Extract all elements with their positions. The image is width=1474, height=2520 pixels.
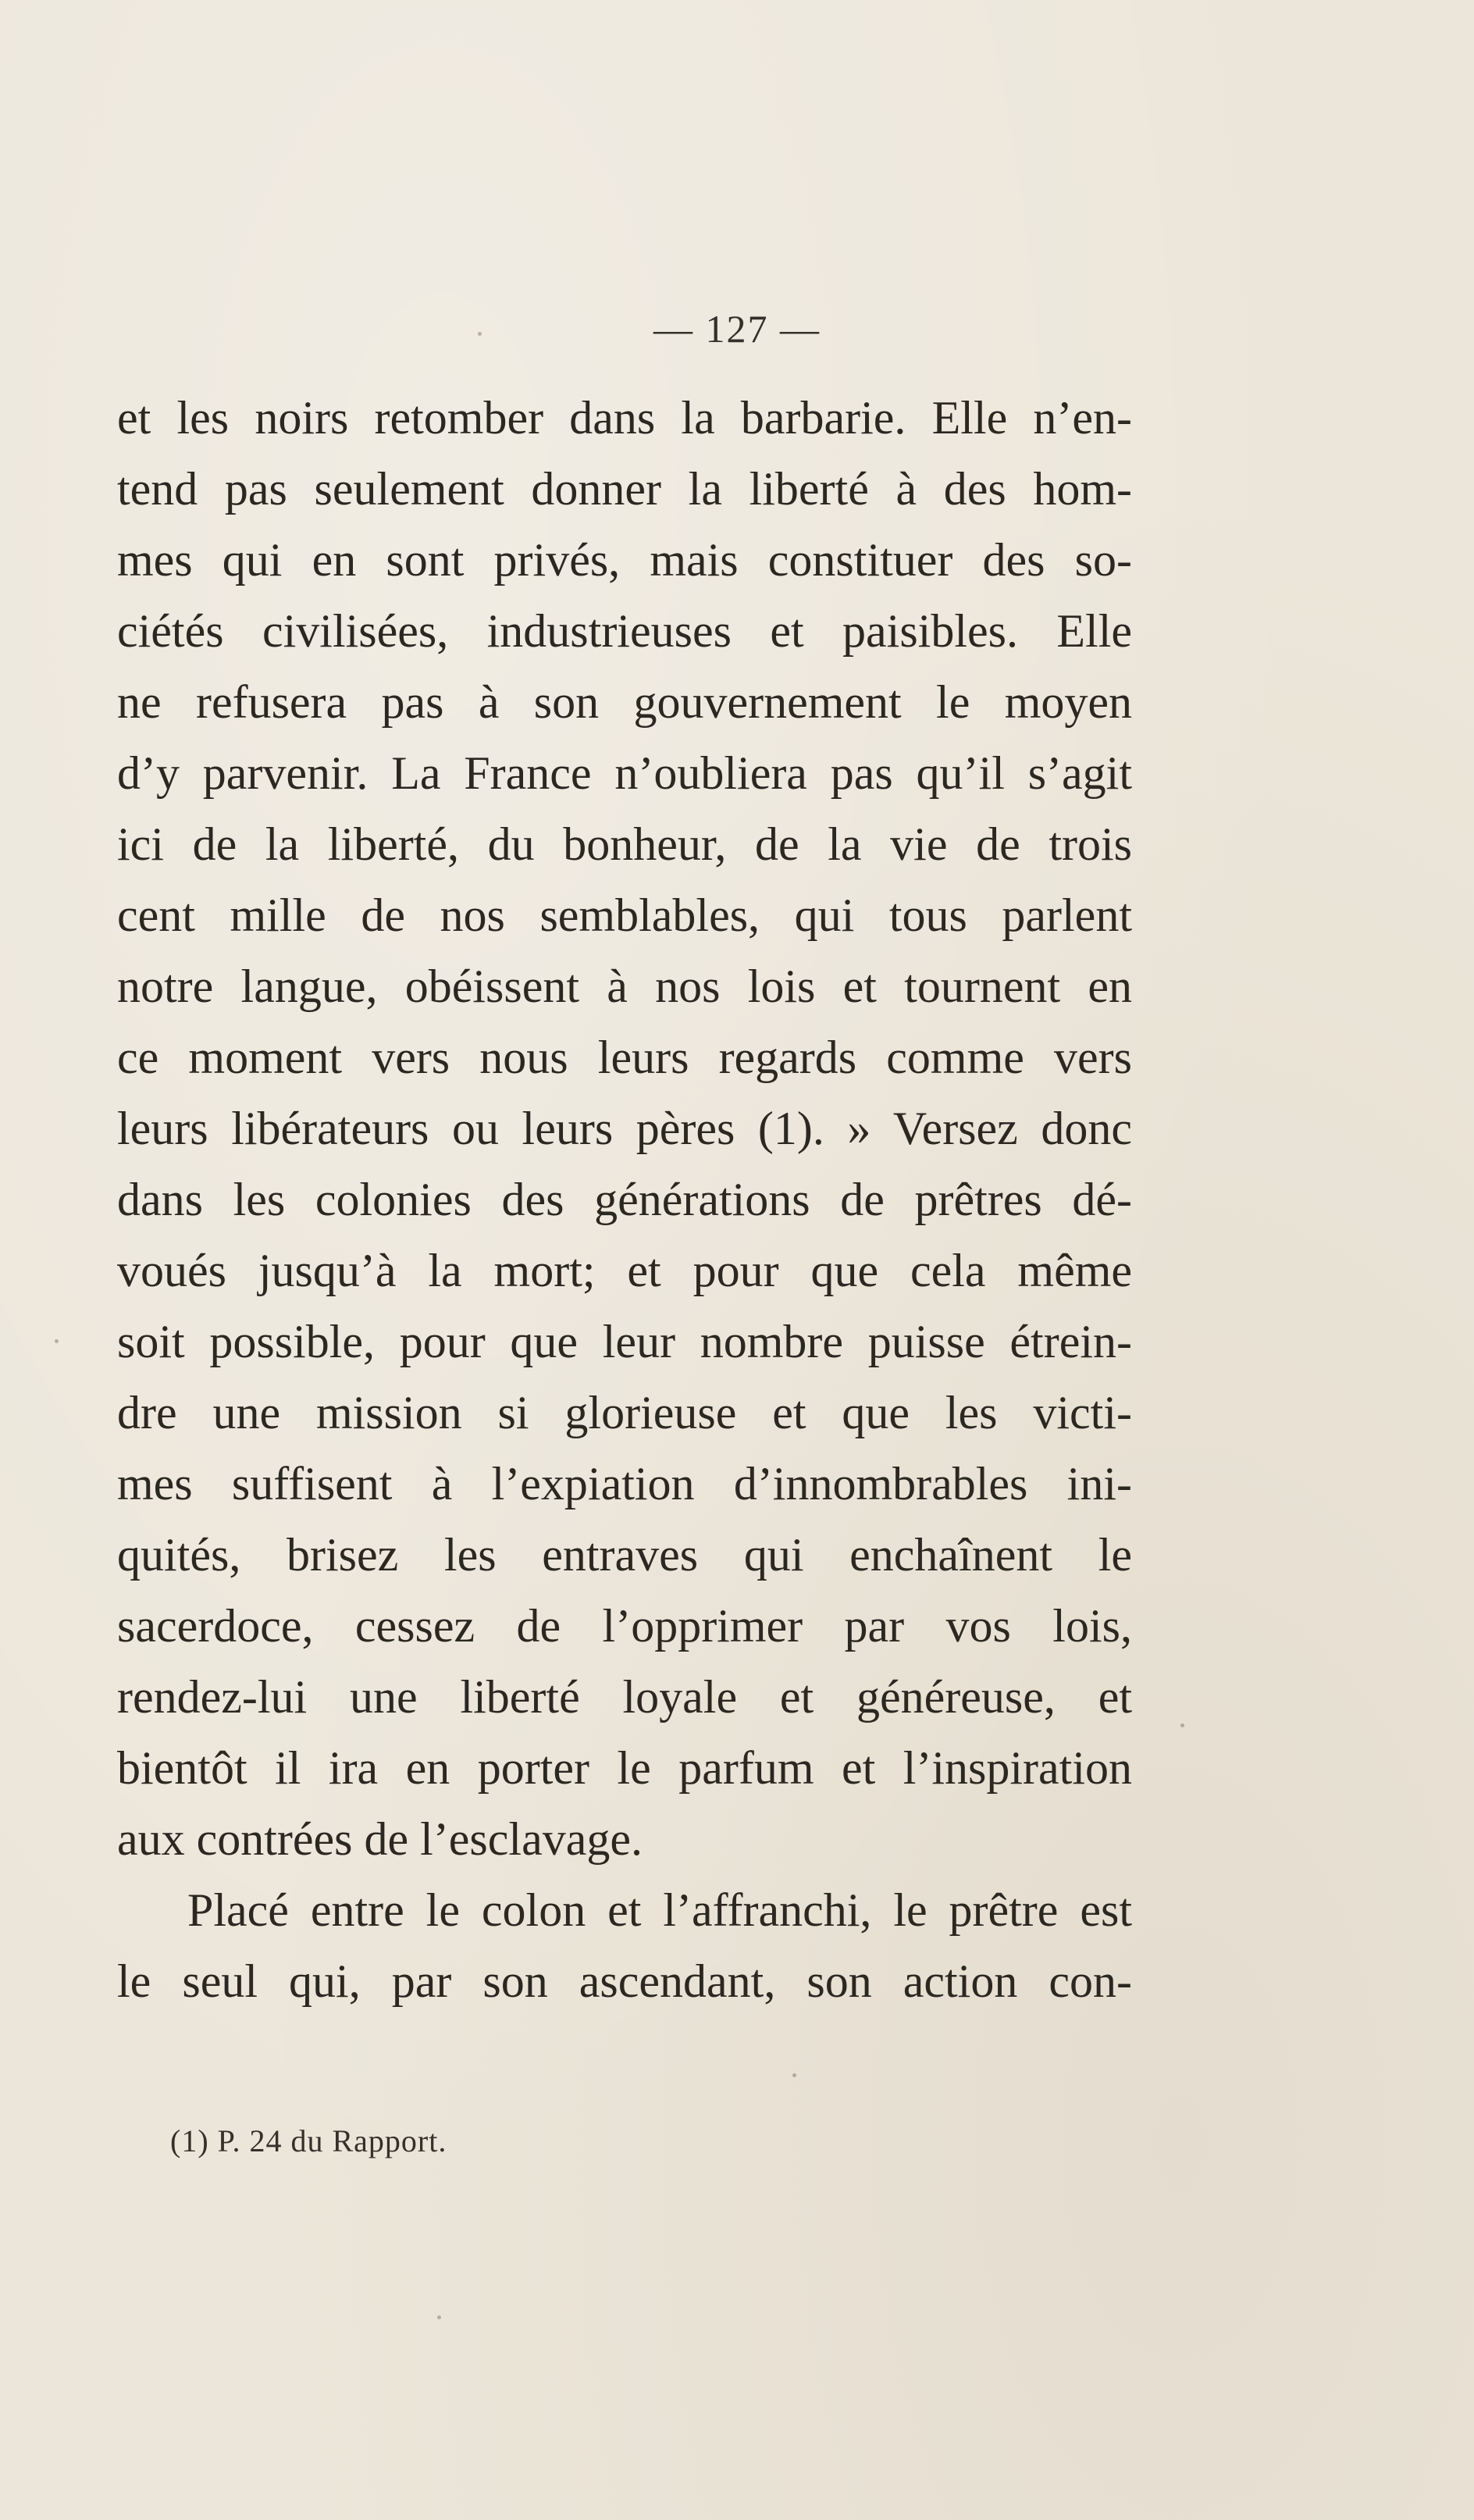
text-line: dans les colonies des générations de prêtres dé- — [117, 1174, 1132, 1225]
text-line: aux contrées de l’esclavage. — [117, 1813, 643, 1865]
paper-speck — [1180, 1723, 1184, 1727]
text-line: ce moment vers nous leurs regards comme vers — [117, 1032, 1132, 1083]
text-line: tend pas seulement donner la liberté à des hom- — [117, 463, 1132, 515]
text-line: d’y parvenir. La France n’oubliera pas qu’il s’agit — [117, 747, 1132, 799]
body-text — [117, 383, 1132, 2017]
text-line: sacerdoce, cessez de l’opprimer par vos lois, — [117, 1600, 1132, 1652]
text-line: Placé entre le colon et l’affranchi, le prêtre est — [187, 1884, 1132, 1936]
footnote: (1) P. 24 du Rapport. — [170, 2123, 447, 2158]
paper-speck — [792, 2073, 796, 2077]
text-line: voués jusqu’à la mort; et pour que cela même — [117, 1245, 1132, 1296]
paper-speck — [55, 1339, 59, 1343]
text-line: mes qui en sont privés, mais constituer des so- — [117, 534, 1132, 586]
text-line: ici de la liberté, du bonheur, de la vie de trois — [117, 818, 1132, 870]
text-line: quités, brisez les entraves qui enchaînent le — [117, 1529, 1132, 1581]
text-line: notre langue, obéissent à nos lois et tournent en — [117, 961, 1132, 1012]
text-line: leurs libérateurs ou leurs pères (1). » Versez donc — [117, 1103, 1132, 1154]
paper-speck — [437, 2315, 441, 2319]
text-line: bientôt il ira en porter le parfum et l’inspiration — [117, 1742, 1132, 1794]
text-line: soit possible, pour que leur nombre puisse étrein- — [117, 1316, 1132, 1367]
text-line: dre une mission si glorieuse et que les victi- — [117, 1387, 1132, 1438]
text-line: ne refusera pas à son gouvernement le moyen — [117, 676, 1132, 728]
paper-speck — [478, 332, 482, 336]
text-line: mes suffisent à l’expiation d’innombrables ini- — [117, 1458, 1132, 1510]
text-line: ciétés civilisées, industrieuses et paisibles. Elle — [117, 605, 1132, 657]
text-line: le seul qui, par son ascendant, son action con- — [117, 1955, 1132, 2007]
text-line: rendez-lui une liberté loyale et généreuse, et — [117, 1671, 1132, 1723]
text-line: et les noirs retomber dans la barbarie. Elle n’en- — [117, 392, 1132, 444]
text-line: cent mille de nos semblables, qui tous parlent — [117, 889, 1132, 941]
page-number: — 127 — — [653, 307, 821, 351]
